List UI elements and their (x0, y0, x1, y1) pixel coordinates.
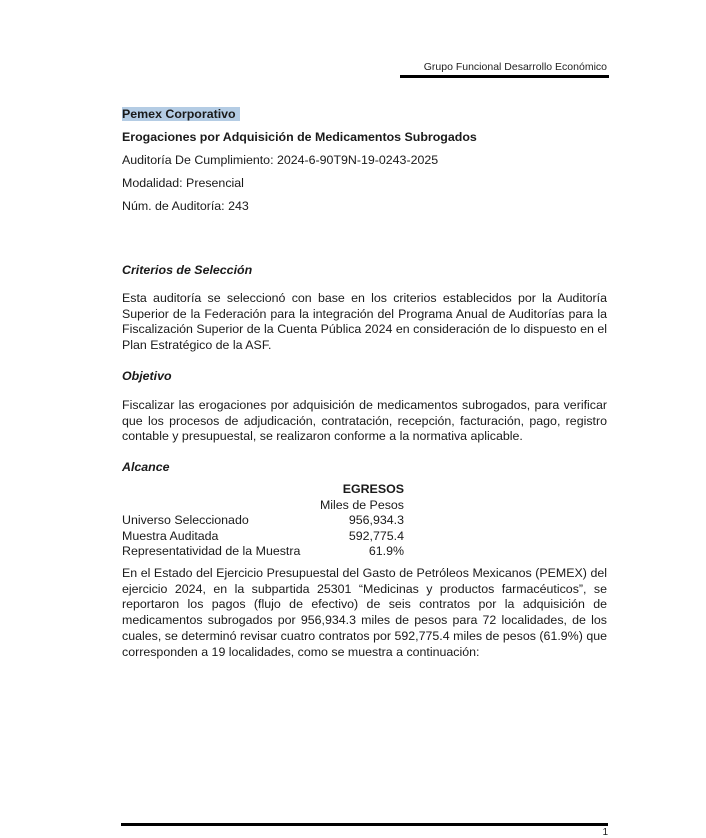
row-value: 956,934.3 (348, 513, 404, 528)
scope-heading: Alcance (122, 460, 170, 474)
entity-name-highlight[interactable]: Pemex Corporativo (122, 107, 240, 121)
scope-table (122, 481, 404, 559)
row-label: Universo Seleccionado (122, 513, 249, 528)
audit-number: Núm. de Auditoría: 243 (122, 199, 249, 213)
audit-title: Erogaciones por Adquisición de Medicamentos Subrogados (122, 130, 477, 144)
entity-name (122, 106, 240, 122)
scope-table-header-row (122, 481, 404, 497)
objective-paragraph: Fiscalizar las erogaciones por adquisición de medicamentos subrogados, para verificar que los procesos de adjudicación, contratación, recepción, facturación, pago, registro contable y presupuestal, se realizaron conforme a la normativa aplicable. (122, 398, 607, 444)
scope-column-header: EGRESOS (342, 482, 404, 496)
row-label: Representatividad de la Muestra (122, 544, 301, 559)
objective-heading: Objetivo (122, 369, 172, 383)
running-header: Grupo Funcional Desarrollo Económico (423, 61, 607, 73)
scope-column-subheader: Miles de Pesos (319, 497, 404, 512)
row-value: 592,775.4 (348, 528, 404, 543)
criteria-paragraph: Esta auditoría se seleccionó con base en los criterios establecidos por la Auditoría Superior de la Federación para la integración del Programa Anual de Auditorías para la Fiscalización Superior de la Cuenta Pública 2024 en consideración de lo dispuesto en el Plan Estratégico de la ASF. (122, 291, 607, 353)
row-label: Muestra Auditada (122, 528, 219, 543)
table-row (122, 528, 404, 544)
table-row (122, 512, 404, 528)
table-row (122, 543, 404, 559)
scope-table-subheader-row (122, 497, 404, 513)
audit-type: Auditoría De Cumplimiento: 2024-6-90T9N-19-0243-2025 (122, 153, 439, 167)
criteria-heading: Criterios de Selección (122, 263, 253, 277)
scope-paragraph: En el Estado del Ejercicio Presupuestal del Gasto de Petróleos Mexicanos (PEMEX) del ejercicio 2024, en la subpartida 25301 “Medicinas y productos farmacéuticos”, se reportaron los pagos (flujo de efectivo) de seis contratos por la adquisición de medicamentos subrogados por 956,934.3 miles de pesos para 72 localidades, de los cuales, se determinó revisar cuatro contratos por 592,775.4 miles de pesos (61.9%) que corresponden a 19 localidades, como se muestra a continuación: (122, 566, 607, 659)
row-value: 61.9% (368, 544, 404, 559)
page-number: 1 (602, 827, 608, 838)
audit-modality: Modalidad: Presencial (122, 176, 244, 190)
footer-rule (121, 823, 608, 826)
header-rule (400, 75, 609, 78)
